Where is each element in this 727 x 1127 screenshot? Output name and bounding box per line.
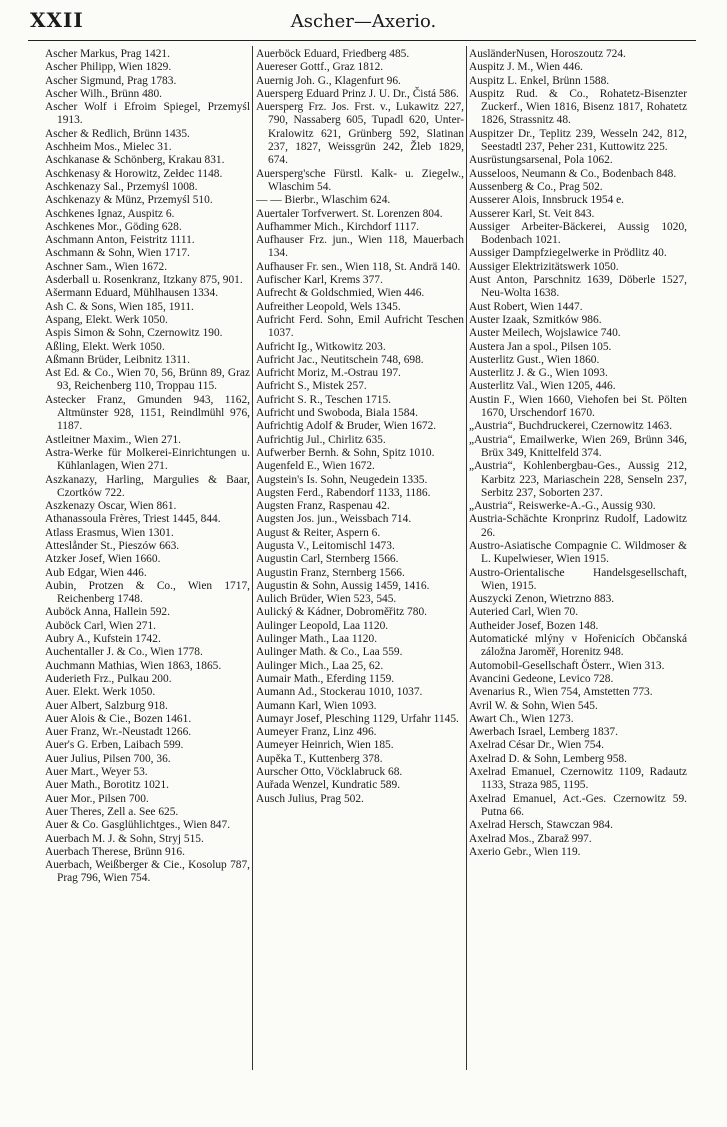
directory-entry: Aulinger Leopold, Laa 1120. bbox=[256, 619, 389, 632]
directory-entry: Austria-Schächte Kronprinz Rudolf, Ladowitz 26. bbox=[469, 513, 687, 539]
directory-entry: Aumayr Josef, Plesching 1129, Urfahr 1145. bbox=[256, 712, 459, 725]
directory-entry: Autheider Josef, Bozen 148. bbox=[469, 619, 599, 632]
directory-entry: Aufischer Karl, Krems 377. bbox=[256, 274, 383, 287]
directory-entry: Austro-Orientalische Handelsgesellschaft, Wien, 1915. bbox=[469, 566, 687, 592]
column-divider-1 bbox=[252, 46, 253, 1070]
directory-entry: Augustin & Sohn, Aussig 1459, 1416. bbox=[256, 579, 430, 592]
directory-entry: Aspis Simon & Sohn, Czernowitz 190. bbox=[45, 327, 223, 340]
directory-entry: Ascher Philipp, Wien 1829. bbox=[45, 61, 172, 74]
directory-entry: Auer Mor., Pilsen 700. bbox=[45, 792, 149, 805]
directory-entry: Ascher Sigmund, Prag 1783. bbox=[45, 74, 177, 87]
directory-entry: Auerbach, Weißberger & Cie., Kosolup 787, Prag 796, Wien 754. bbox=[45, 859, 250, 885]
directory-entry: Aufwerber Bernh. & Sohn, Spitz 1010. bbox=[256, 446, 435, 459]
directory-entry: Aschner Sam., Wien 1672. bbox=[45, 260, 168, 273]
directory-entry: Aufrichtig Jul., Chirlitz 635. bbox=[256, 433, 386, 446]
directory-entry: Automatické mlýny v Hořenicích Občanská záložna Jaroměř, Horenitz 948. bbox=[469, 633, 687, 659]
directory-entry: Auersperg'sche Fürstl. Kalk- u. Ziegelw., Wlaschim 54. bbox=[256, 167, 464, 193]
directory-entry: Avril W. & Sohn, Wien 545. bbox=[469, 699, 598, 712]
directory-entry: Ascher Wolf i Efroim Spiegel, Przemyśl 1913. bbox=[45, 101, 250, 127]
directory-entry: Athanassoula Frères, Triest 1445, 844. bbox=[45, 513, 221, 526]
directory-entry: Auersperg Eduard Prinz J. U. Dr., Čistá 586. bbox=[256, 87, 459, 100]
directory-entry: Astecker Franz, Gmunden 943, 1162, Altmünster 928, 1151, Reindlmühl 976, 1187. bbox=[45, 393, 250, 433]
directory-entry: Auersperg Frz. Jos. Frst. v., Lukawitz 227, 790, Nassaberg 605, Tupadl 620, Unter-Kralowitz 621, Grünberg 592, Slatinan 237, 1827, Weissgrün 242, Žleb 1829, 674. bbox=[256, 101, 464, 167]
directory-entry: Auer Mart., Weyer 53. bbox=[45, 766, 148, 779]
directory-entry: Awerbach Israel, Lemberg 1837. bbox=[469, 726, 618, 739]
directory-entry: Aufhauser Fr. sen., Wien 118, St. Andrä 140. bbox=[256, 260, 461, 273]
directory-entry: „Austria“, Reiswerke-A.-G., Aussig 930. bbox=[469, 500, 656, 513]
directory-entry: Asderball u. Rosenkranz, Itzkany 875, 901. bbox=[45, 274, 243, 287]
directory-entry: August & Reiter, Aspern 6. bbox=[256, 526, 381, 539]
directory-entry: Aussiger Arbeiter-Bäckerei, Aussig 1020, Bodenbach 1021. bbox=[469, 220, 687, 247]
directory-entry: Aschmann Anton, Feistritz 1111. bbox=[45, 234, 195, 247]
directory-entry: Auer's G. Erben, Laibach 599. bbox=[45, 739, 184, 752]
directory-entry: Auerböck Eduard, Friedberg 485. bbox=[256, 48, 410, 60]
directory-entry: Auchentaller J. & Co., Wien 1778. bbox=[45, 646, 203, 659]
directory-entry: Axelrad Mos., Zbaraž 997. bbox=[469, 832, 592, 845]
directory-entry: Atlass Erasmus, Wien 1301. bbox=[45, 526, 174, 539]
directory-entry: Auster Izaak, Szmitków 986. bbox=[469, 313, 602, 326]
directory-entry: Aussiger Elektrizitätswerk 1050. bbox=[469, 260, 619, 273]
directory-entry: „Austria“, Buchdruckerei, Czernowitz 1463. bbox=[469, 420, 673, 433]
directory-entry: Augsten Franz, Raspenau 42. bbox=[256, 500, 390, 513]
directory-entry: Augenfeld E., Wien 1672. bbox=[256, 460, 375, 473]
directory-entry: Auböck Carl, Wien 271. bbox=[45, 619, 157, 632]
directory-entry: Atteslånder St., Pieszów 663. bbox=[45, 539, 180, 552]
directory-entry: Aßmann Brüder, Leibnitz 1311. bbox=[45, 353, 190, 366]
directory-entry: Auertaler Torfverwert. St. Lorenzen 804. bbox=[256, 207, 443, 220]
directory-entry: Aumann Karl, Wien 1093. bbox=[256, 699, 377, 712]
directory-entry: Astleitner Maxim., Wien 271. bbox=[45, 433, 181, 446]
directory-entry: Aurscher Otto, Vöcklabruck 68. bbox=[256, 766, 403, 779]
directory-entry: Auteried Carl, Wien 70. bbox=[469, 606, 579, 619]
directory-entry: Austera Jan a spol., Pilsen 105. bbox=[469, 340, 612, 353]
directory-entry: Aulinger Math. & Co., Laa 559. bbox=[256, 646, 403, 659]
directory-entry: Augsten Ferd., Rabendorf 1133, 1186. bbox=[256, 486, 431, 499]
directory-entry: Ausseloos, Neumann & Co., Bodenbach 848. bbox=[469, 167, 677, 180]
directory-entry: Axelrad Emanuel, Czernowitz 1109, Radautz 1133, Straza 985, 1195. bbox=[469, 766, 687, 792]
directory-entry: Aufricht Jac., Neutitschein 748, 698. bbox=[256, 353, 424, 366]
directory-entry: Automobil-Gesellschaft Österr., Wien 313. bbox=[469, 659, 665, 672]
directory-entry: Auspitzer Dr., Teplitz 239, Wesseln 242, 812, Seestadtl 237, Peher 231, Kuttowitz 225. bbox=[469, 127, 687, 154]
directory-entry: Aufricht und Swoboda, Biala 1584. bbox=[256, 407, 418, 420]
page-number: XXII bbox=[30, 8, 84, 32]
directory-entry: Ascher & Redlich, Brünn 1435. bbox=[45, 127, 190, 140]
column-3 bbox=[469, 48, 687, 859]
directory-entry: Aufrichtig Adolf & Bruder, Wien 1672. bbox=[256, 420, 437, 433]
directory-entry: Auerbach Therese, Brünn 916. bbox=[45, 845, 185, 858]
directory-entry: Aufricht Moriz, M.-Ostrau 197. bbox=[256, 367, 401, 380]
directory-entry: Auer Franz, Wr.-Neustadt 1266. bbox=[45, 726, 192, 739]
directory-entry: Aschmann & Sohn, Wien 1717. bbox=[45, 247, 190, 260]
directory-entry: Aulinger Math., Laa 1120. bbox=[256, 633, 378, 646]
directory-entry: Auspitz Rud. & Co., Rohatetz-Bisenzter Zuckerf., Wien 1816, Bisenz 1817, Rohatetz 1826, Strassnitz 48. bbox=[469, 87, 687, 127]
directory-entry: Aussenberg & Co., Prag 502. bbox=[469, 180, 603, 193]
directory-entry: Aussiger Dampfziegelwerke in Prödlitz 40. bbox=[469, 247, 667, 260]
directory-entry: Aulický & Kádner, Dobroměřitz 780. bbox=[256, 606, 427, 619]
directory-entry: Auspitz L. Enkel, Brünn 1588. bbox=[469, 74, 610, 87]
directory-entry: Augustin Carl, Sternberg 1566. bbox=[256, 553, 399, 566]
directory-entry: Auerbach M. J. & Sohn, Stryj 515. bbox=[45, 832, 204, 845]
running-head: Ascher—Axerio. bbox=[290, 11, 437, 32]
directory-entry: Aufricht Ferd. Sohn, Emil Aufricht Teschen 1037. bbox=[256, 313, 464, 340]
directory-entry: Ašermann Eduard, Mühlhausen 1334. bbox=[45, 287, 219, 300]
directory-entry: Aubry A., Kufstein 1742. bbox=[45, 633, 161, 646]
directory-entry: AusländerNusen, Horoszoutz 724. bbox=[469, 48, 626, 60]
directory-entry: Auer & Co. Gasglühlichtges., Wien 847. bbox=[45, 819, 231, 832]
directory-entry: Aschkenes Mor., Göding 628. bbox=[45, 220, 182, 233]
directory-entry: Aufricht S. R., Teschen 1715. bbox=[256, 393, 392, 406]
directory-entry: Austerlitz Gust., Wien 1860. bbox=[469, 353, 600, 366]
directory-entry: Augsten Jos. jun., Weissbach 714. bbox=[256, 513, 412, 526]
directory-entry: Aust Robert, Wien 1447. bbox=[469, 300, 583, 313]
directory-entry: Aschheim Mos., Mielec 31. bbox=[45, 141, 172, 154]
directory-entry: Auereser Gottf., Graz 1812. bbox=[256, 61, 384, 74]
directory-entry: Aulinger Mich., Laa 25, 62. bbox=[256, 659, 384, 672]
directory-entry: Aupěka T., Kuttenberg 378. bbox=[256, 752, 383, 765]
directory-entry: Aufreither Leopold, Wels 1345. bbox=[256, 300, 401, 313]
directory-entry: Aßling, Elekt. Werk 1050. bbox=[45, 340, 165, 353]
directory-entry: Augstein's Is. Sohn, Neugedein 1335. bbox=[256, 473, 428, 486]
directory-entry: Austerlitz Val., Wien 1205, 446. bbox=[469, 380, 616, 393]
directory-entry: Auer Albert, Salzburg 918. bbox=[45, 699, 168, 712]
directory-entry: Aufrecht & Goldschmied, Wien 446. bbox=[256, 287, 425, 300]
directory-entry: Aschkenazy & Münz, Przemyśl 510. bbox=[45, 194, 213, 207]
directory-entry: Ausserer Alois, Innsbruck 1954 e. bbox=[469, 194, 625, 207]
directory-entry: Auchmann Mathias, Wien 1863, 1865. bbox=[45, 659, 222, 672]
directory-entry: Ascher Wilh., Brünn 480. bbox=[45, 87, 163, 100]
directory-entry: Auer. Elekt. Werk 1050. bbox=[45, 686, 156, 699]
directory-entry: Aspang, Elekt. Werk 1050. bbox=[45, 313, 168, 326]
directory-entry: Ash C. & Sons, Wien 185, 1911. bbox=[45, 300, 194, 313]
directory-entry: Axelrad D. & Sohn, Lemberg 958. bbox=[469, 752, 627, 765]
directory-entry: Aufricht Ig., Witkowitz 203. bbox=[256, 340, 386, 353]
directory-entry: Auer Julius, Pilsen 700, 36. bbox=[45, 752, 171, 765]
directory-entry: Auspitz J. M., Wien 446. bbox=[469, 61, 583, 74]
directory-entry: — — Bierbr., Wlaschim 624. bbox=[256, 194, 391, 207]
directory-entry: Aschkenasy & Horowitz, Zełdec 1148. bbox=[45, 167, 223, 180]
directory-entry: Awart Ch., Wien 1273. bbox=[469, 712, 574, 725]
directory-entry: Ausserer Karl, St. Veit 843. bbox=[469, 207, 595, 220]
column-divider-2 bbox=[466, 46, 467, 1070]
directory-entry: Aschkenazy Sal., Przemyśl 1008. bbox=[45, 180, 198, 193]
directory-entry: Auer Theres, Zell a. See 625. bbox=[45, 805, 179, 818]
header-rule bbox=[28, 40, 696, 41]
directory-entry: Austro-Asiatische Compagnie C. Wildmoser & L. Kupelwieser, Wien 1915. bbox=[469, 539, 687, 566]
directory-entry: Aust Anton, Parschnitz 1639, Döberle 1527, Neu-Wolta 1638. bbox=[469, 274, 687, 300]
directory-entry: Auernig Joh. G., Klagenfurt 96. bbox=[256, 74, 401, 87]
directory-entry: Austin F., Wien 1660, Viehofen bei St. Pölten 1670, Urschendorf 1670. bbox=[469, 393, 687, 420]
directory-entry: Aumann Ad., Stockerau 1010, 1037. bbox=[256, 686, 423, 699]
directory-entry: Avenarius R., Wien 754, Amstetten 773. bbox=[469, 686, 653, 699]
directory-entry: Axelrad César Dr., Wien 754. bbox=[469, 739, 605, 752]
directory-entry: Aufricht S., Mistek 257. bbox=[256, 380, 367, 393]
directory-entry: Auer Alois & Cie., Bozen 1461. bbox=[45, 712, 192, 725]
directory-entry: Ascher Markus, Prag 1421. bbox=[45, 48, 170, 60]
directory-entry: Aufhammer Mich., Kirchdorf 1117. bbox=[256, 220, 420, 233]
directory-entry: Austerlitz J. & G., Wien 1093. bbox=[469, 367, 608, 380]
directory-entry: Aulich Brüder, Wien 523, 545. bbox=[256, 593, 397, 606]
directory-entry: Aumeyer Heinrich, Wien 185. bbox=[256, 739, 394, 752]
directory-entry: Aszkenazy Oscar, Wien 861. bbox=[45, 500, 177, 513]
directory-entry: Aufhauser Frz. jun., Wien 118, Mauerbach 134. bbox=[256, 234, 464, 260]
directory-entry: Aub Edgar, Wien 446. bbox=[45, 566, 147, 579]
directory-entry: Aubin, Protzen & Co., Wien 1717, Reichenberg 1748. bbox=[45, 579, 250, 606]
directory-entry: Auderieth Frz., Pulkau 200. bbox=[45, 672, 172, 685]
directory-entry: Astra-Werke für Molkerei-Einrichtungen u. Kühlanlagen, Wien 271. bbox=[45, 446, 250, 473]
directory-entry: Ausrüstungsarsenal, Pola 1062. bbox=[469, 154, 613, 167]
directory-entry: Auszycki Zenon, Wietrzno 883. bbox=[469, 593, 615, 606]
directory-entry: Aumair Math., Eferding 1159. bbox=[256, 672, 395, 685]
directory-entry: „Austria“, Kohlenbergbau-Ges., Aussig 212, Karbitz 223, Mariaschein 228, Senseln 237, Serbitz 237, Soborten 237. bbox=[469, 460, 687, 499]
directory-entry: Aumeyer Franz, Linz 496. bbox=[256, 726, 377, 739]
directory-entry: Auřada Wenzel, Kundratic 589. bbox=[256, 779, 401, 792]
directory-entry: Aschkenes Ignaz, Auspitz 6. bbox=[45, 207, 175, 220]
column-1 bbox=[45, 48, 250, 886]
directory-entry: Auböck Anna, Hallein 592. bbox=[45, 606, 170, 619]
directory-entry: Auer Math., Borotitz 1021. bbox=[45, 779, 170, 792]
directory-entry: Augusta V., Leitomischl 1473. bbox=[256, 539, 395, 552]
directory-entry: Axelrad Emanuel, Act.-Ges. Czernowitz 59. Putna 66. bbox=[469, 792, 687, 818]
directory-entry: „Austria“, Emailwerke, Wien 269, Brünn 346, Brüx 349, Knittelfeld 374. bbox=[469, 433, 687, 459]
directory-entry: Aszkanazy, Harling, Margulies & Baar, Czortków 722. bbox=[45, 473, 250, 499]
directory-entry: Axerio Gebr., Wien 119. bbox=[469, 845, 581, 858]
directory-entry: Auster Meilech, Wojslawice 740. bbox=[469, 327, 621, 340]
directory-entry: Aschkanase & Schönberg, Krakau 831. bbox=[45, 154, 225, 167]
directory-entry: Augustin Franz, Sternberg 1566. bbox=[256, 566, 405, 579]
directory-entry: Ast Ed. & Co., Wien 70, 56, Brünn 89, Graz 93, Reichenberg 110, Troppau 115. bbox=[45, 367, 250, 393]
directory-entry: Ausch Julius, Prag 502. bbox=[256, 792, 364, 805]
column-2 bbox=[256, 48, 464, 806]
directory-entry: Atzker Josef, Wien 1660. bbox=[45, 553, 161, 566]
directory-entry: Avancini Gedeone, Levico 728. bbox=[469, 672, 614, 685]
directory-entry: Axelrad Hersch, Stawczan 984. bbox=[469, 819, 613, 832]
